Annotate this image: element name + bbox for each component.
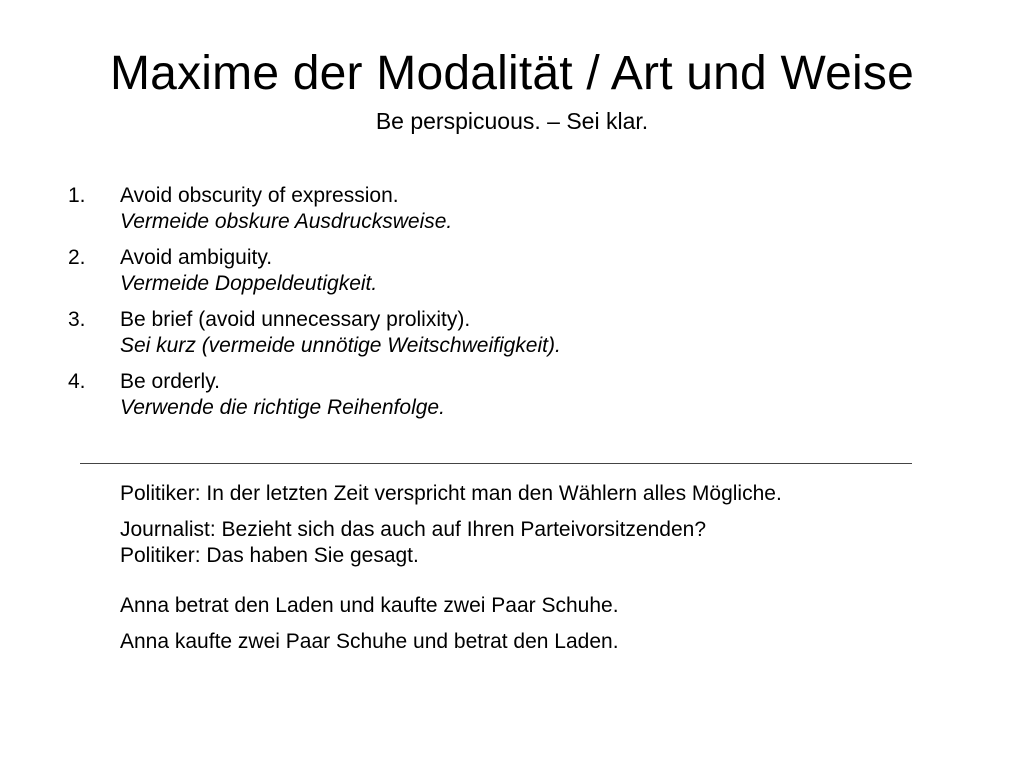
example-order-sentence: Anna kaufte zwei Paar Schuhe und betrat den Laden. — [120, 630, 619, 653]
list-item-english: Avoid obscurity of expression. — [120, 184, 399, 207]
list-number: 1. — [68, 184, 86, 207]
slide-title: Maxime der Modalität / Art und Weise — [110, 47, 914, 100]
example-dialogue-exchange — [120, 517, 980, 569]
list-item — [68, 183, 968, 235]
list-number: 2. — [68, 246, 86, 269]
list-item-text — [120, 245, 377, 297]
list-item-english: Be brief (avoid unnecessary prolixity). — [120, 308, 471, 331]
example-order-sentence: Anna betrat den Laden und kaufte zwei Paar Schuhe. — [120, 594, 619, 617]
list-item-text — [120, 183, 452, 235]
list-item-german: Sei kurz (vermeide unnötige Weitschweifigkeit). — [120, 334, 561, 357]
examples-block — [120, 481, 980, 665]
list-item — [68, 369, 968, 421]
list-item-text — [120, 369, 445, 421]
example-dialogue-line: Journalist: Bezieht sich das auch auf Ihren Parteivorsitzenden? — [120, 518, 707, 541]
list-item-german: Vermeide Doppeldeutigkeit. — [120, 272, 378, 295]
list-item-text — [120, 307, 561, 359]
list-item-german: Vermeide obskure Ausdrucksweise. — [120, 210, 453, 233]
maxim-list — [68, 183, 968, 431]
title-block — [0, 44, 1024, 136]
divider-line — [80, 463, 912, 464]
slide-subtitle: Be perspicuous. – Sei klar. — [375, 108, 649, 134]
list-item — [68, 245, 968, 297]
example-dialogue-line: Politiker: Das haben Sie gesagt. — [120, 544, 419, 567]
example-dialogue-line: Politiker: In der letzten Zeit verspricht man den Wählern alles Mögliche. — [120, 482, 782, 505]
list-number: 4. — [68, 370, 86, 393]
list-item-english: Be orderly. — [120, 370, 220, 393]
list-number: 3. — [68, 308, 86, 331]
list-item — [68, 307, 968, 359]
list-item-german: Verwende die richtige Reihenfolge. — [120, 396, 445, 419]
list-item-english: Avoid ambiguity. — [120, 246, 273, 269]
